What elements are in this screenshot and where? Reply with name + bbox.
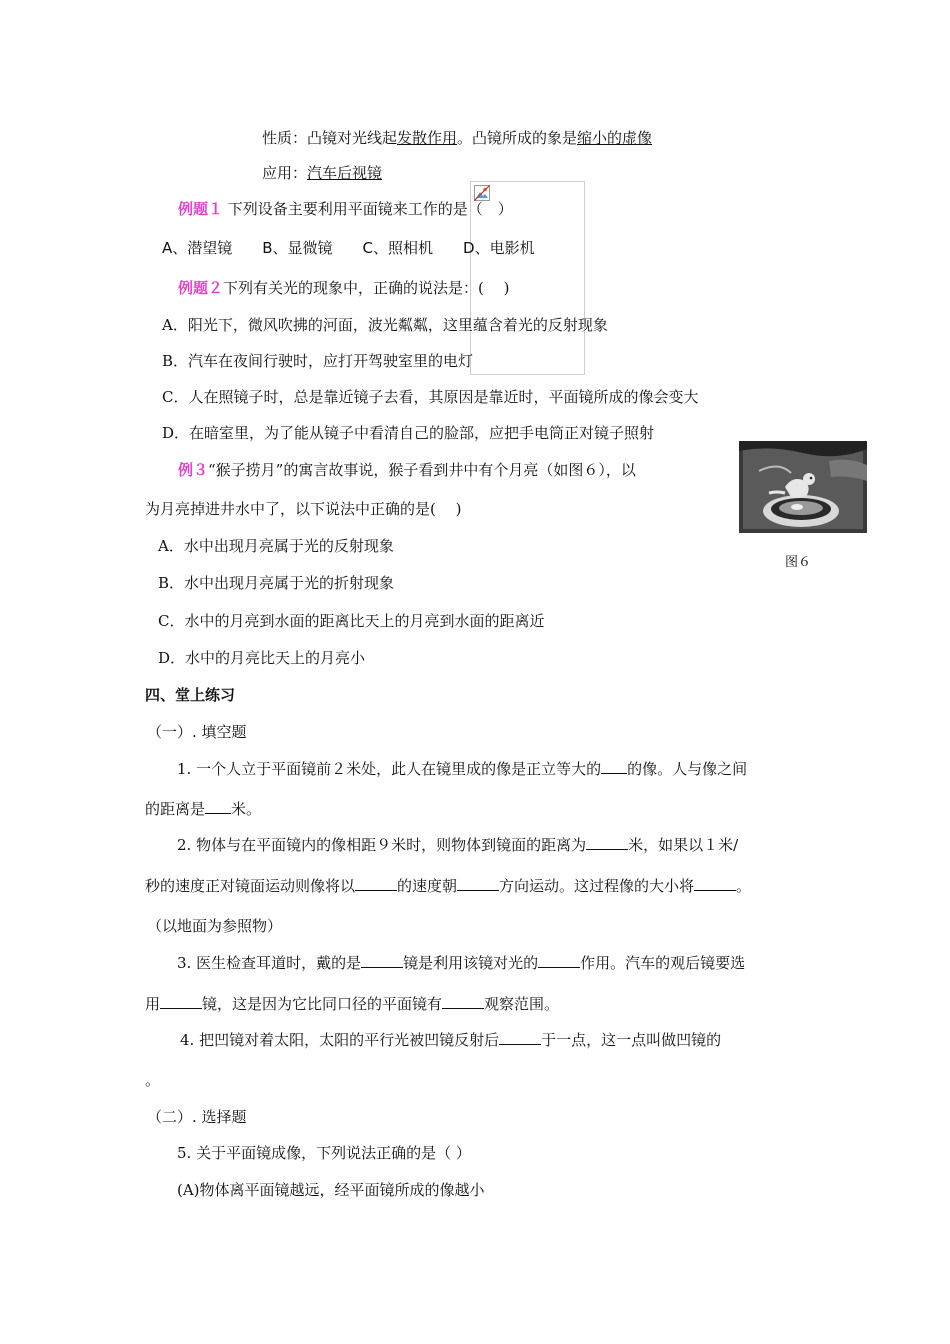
example-2-option-b: B．汽车在夜间行驶时，应打开驾驶室里的电灯 [162,352,474,370]
question-4-line1: 4. 把凹镜对着太阳，太阳的平行光被凹镜反射后 于一点，这一点叫做凹镜的 [180,1031,722,1049]
convex-application-line: 应用：汽车后视镜 [262,164,383,182]
answer-blank[interactable] [442,994,484,1009]
example-tag: 例题１ [178,200,224,218]
example-3-question-line1: 例３“猴子捞月”的寓言故事说，猴子看到井中有个月亮（如图６），以 [178,461,636,479]
example-2-option-d: D．在暗室里，为了能从镜子中看清自己的脸部，应把手电筒正对镜子照射 [162,424,655,442]
question-2-line1: 2. 物体与在平面镜内的像相距９米时，则物体到镜面的距离为 米，如果以１米/ [177,836,739,854]
choice-heading: （二）. 选择题 [147,1108,247,1126]
underlined-answer: 汽车后视镜 [307,164,383,182]
answer-blank[interactable] [361,953,403,968]
question-3-line1: 3. 医生检查耳道时，戴的是 镜是利用该镜对光的 作用。汽车的观后镜要选 [177,954,746,972]
question-1-line2: 的距离是 米。 [145,800,262,818]
question-5: 5. 关于平面镜成像，下列说法正确的是（ ） [177,1144,471,1162]
example-2-option-c: C．人在照镜子时，总是靠近镜子去看，其原因是靠近时，平面镜所成的像会变大 [162,388,699,406]
fill-in-heading: （一）. 填空题 [147,723,247,741]
example-2-option-a: A．阳光下，微风吹拂的河面，波光粼粼，这里蕴含着光的反射现象 [162,316,608,334]
example-2-question: 例题２下列有关光的现象中，正确的说法是：( ) [178,279,510,297]
question-1-line1: 1. 一个人立于平面镜前２米处，此人在镜里成的像是正立等大的 的像。人与像之间 [177,760,748,778]
question-3-line2: 用 镜，这是因为它比同口径的平面镜有 观察范围。 [145,995,560,1013]
answer-blank[interactable] [586,835,628,850]
example-3-option-d: D．水中的月亮比天上的月亮小 [158,649,366,667]
question-2-line2: 秒的速度正对镜面运动则像将以 的速度朝 方向运动。这过程像的大小将 。 [145,877,752,895]
underlined-answer: 发散作用 [397,129,458,147]
monkey-well-figure [739,441,867,533]
section-title: 四、堂上练习 [145,686,236,704]
answer-blank[interactable] [355,876,397,891]
answer-blank[interactable] [205,799,231,814]
underlined-answer: 缩小的虚像 [577,129,653,147]
answer-blank[interactable] [601,759,627,774]
example-3-option-a: A．水中出现月亮属于光的反射现象 [158,537,394,555]
example-3-question-line2: 为月亮掉进井水中了，以下说法中正确的是( ) [145,500,462,518]
answer-blank[interactable] [457,876,499,891]
example-3-option-b: B．水中出现月亮属于光的折射现象 [158,574,395,592]
question-2-line3: （以地面为参照物） [147,917,283,935]
example-3-option-c: C．水中的月亮到水面的距离比天上的月亮到水面的距离近 [158,612,545,630]
figure-caption: 图６ [785,555,812,570]
example-1-question: 例题１ 下列设备主要利用平面镜来工作的是（ ） [178,200,513,218]
question-5-option-a: (A)物体离平面镜越远，经平面镜所成的像越小 [177,1181,485,1199]
example-1-options: A、潜望镜 B、显微镜 C、照相机 D、电影机 [162,239,535,257]
convex-property-line: 性质：凸镜对光线起发散作用。凸镜所成的象是缩小的虚像 [262,129,653,147]
answer-blank[interactable] [694,876,736,891]
question-4-line2: 。 [145,1071,161,1089]
example-tag: 例题２ [178,279,224,297]
answer-blank[interactable] [160,994,202,1009]
answer-blank[interactable] [538,953,580,968]
answer-blank[interactable] [499,1030,541,1045]
example-tag: 例３ [178,461,209,479]
